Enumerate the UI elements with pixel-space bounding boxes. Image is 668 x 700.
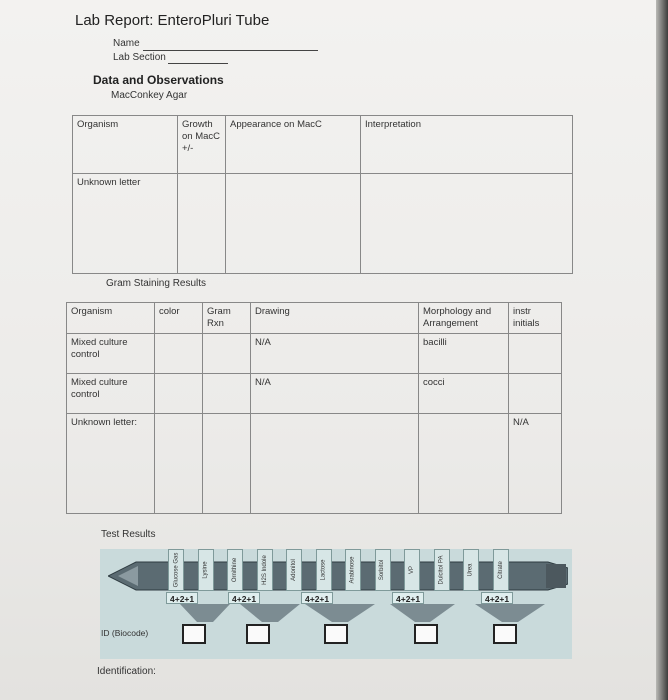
page-title: Lab Report: EnteroPluri Tube [75, 12, 270, 29]
tube-compartment [493, 549, 509, 591]
instr-cell[interactable]: N/A [509, 414, 562, 514]
compartment-label: Arabinose [350, 556, 356, 584]
tube-compartment [375, 549, 391, 591]
morphology-cell[interactable]: cocci [419, 374, 509, 414]
tube-compartment [227, 549, 243, 591]
compartment-label: Urea [467, 563, 474, 577]
organism-cell[interactable]: Unknown letter: [67, 414, 155, 514]
color-cell[interactable] [155, 374, 203, 414]
test-results-heading: Test Results [101, 529, 156, 540]
biocode-digit-box-4[interactable] [414, 624, 438, 644]
color-cell[interactable] [155, 414, 203, 514]
gram-stain-table [66, 302, 562, 514]
name-label: Name [113, 38, 140, 49]
biocode-digit-box-2[interactable] [246, 624, 270, 644]
header-gram-rxn: Gram Rxn [203, 303, 251, 334]
funnel-arrows [100, 604, 572, 626]
growth-cell[interactable] [178, 174, 226, 274]
tube-compartment [316, 549, 332, 591]
header-morphology: Morphology and Arrangement [419, 303, 509, 334]
compartment-label: Dulcitol PA [438, 555, 445, 585]
tube-compartment [286, 549, 302, 591]
gram-rxn-cell[interactable] [203, 374, 251, 414]
header-organism: Organism [67, 303, 155, 334]
id-biocode-label: ID (Biocode) [101, 628, 149, 638]
drawing-cell[interactable] [251, 414, 419, 514]
gram-stain-heading: Gram Staining Results [106, 278, 207, 289]
name-field-line[interactable] [143, 50, 318, 51]
tube-compartment [345, 549, 361, 591]
code-group-5: 4+2+1 [481, 592, 513, 604]
compartment-label: Lysine [202, 561, 209, 579]
macconkey-table [72, 115, 573, 274]
compartment-label: H2S Indole [261, 555, 268, 585]
compartment-label: Lactose [320, 559, 327, 581]
tube-compartment [463, 549, 479, 591]
gram-rxn-cell[interactable] [203, 334, 251, 374]
header-instr-initials: instr initials [509, 303, 562, 334]
data-observations-heading: Data and Observations [93, 73, 224, 87]
tube-compartment [404, 549, 420, 591]
compartment-label: Glucose Gas [173, 552, 179, 588]
compartment-label: VP [408, 565, 415, 575]
morphology-cell[interactable]: bacilli [419, 334, 509, 374]
biocode-digit-box-1[interactable] [182, 624, 206, 644]
interpretation-cell[interactable] [361, 174, 573, 274]
tube-compartment [434, 549, 450, 591]
header-drawing: Drawing [251, 303, 419, 334]
page-edge [656, 0, 668, 700]
drawing-cell[interactable]: N/A [251, 374, 419, 414]
tube-compartment [257, 549, 273, 591]
drawing-cell[interactable]: N/A [251, 334, 419, 374]
table-row [67, 334, 562, 374]
color-cell[interactable] [155, 334, 203, 374]
organism-cell: Mixed culture control [67, 334, 155, 374]
instr-cell[interactable] [509, 334, 562, 374]
compartment-label: Citrate [497, 561, 504, 579]
identification-label: Identification: [97, 666, 156, 677]
header-appearance: Appearance on MacC [226, 116, 361, 174]
appearance-cell[interactable] [226, 174, 361, 274]
code-group-3: 4+2+1 [301, 592, 333, 604]
biocode-digit-box-3[interactable] [324, 624, 348, 644]
morphology-cell[interactable] [419, 414, 509, 514]
tube-compartment [198, 549, 214, 591]
macconkey-subheading: MacConkey Agar [111, 90, 188, 101]
code-group-4: 4+2+1 [392, 592, 424, 604]
tube-compartment [168, 549, 184, 591]
header-organism: Organism [73, 116, 178, 174]
header-growth: Growth on MacC +/- [178, 116, 226, 174]
organism-cell: Mixed culture control [67, 374, 155, 414]
table-row [67, 414, 562, 514]
table-row [67, 374, 562, 414]
code-group-1: 4+2+1 [166, 592, 198, 604]
header-interpretation: Interpretation [361, 116, 573, 174]
header-color: color [155, 303, 203, 334]
compartment-label: Sorbitol [379, 559, 386, 581]
lab-section-label: Lab Section [113, 52, 166, 63]
lab-section-field-line[interactable] [168, 63, 228, 64]
biocode-digit-box-5[interactable] [493, 624, 517, 644]
instr-cell[interactable] [509, 374, 562, 414]
compartment-label: Ornithine [232, 557, 239, 583]
code-group-2: 4+2+1 [228, 592, 260, 604]
gram-rxn-cell[interactable] [203, 414, 251, 514]
compartment-label: Adonitol [291, 559, 297, 581]
unknown-letter-cell[interactable]: Unknown letter [73, 174, 178, 274]
